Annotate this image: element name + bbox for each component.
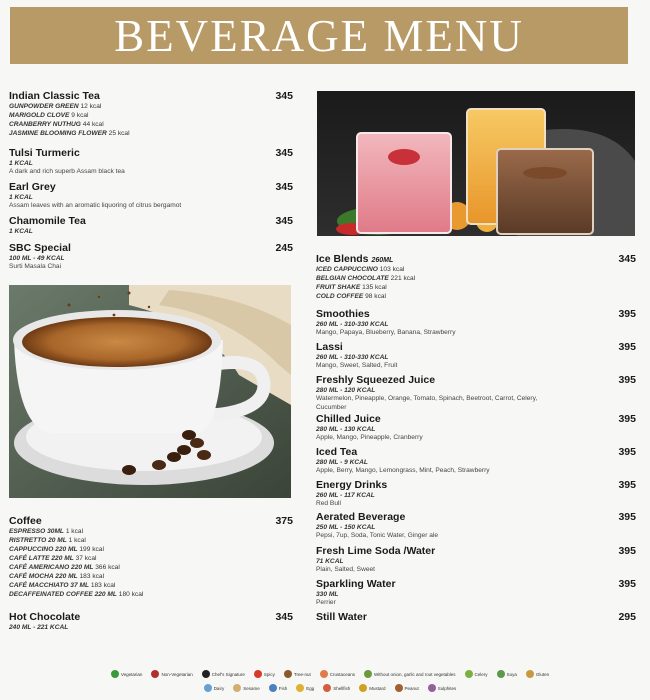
menu-item-aerated-beverage — [316, 511, 636, 541]
item-name: Freshly Squeezed Juice — [316, 374, 436, 386]
item-price: 395 — [618, 511, 636, 523]
legend-symbol-icon — [465, 670, 473, 678]
legend-label: Vegetarian — [120, 671, 143, 677]
item-description: Watermelon, Pineapple, Orange, Tomato, Spinach, Beetroot, Carrot, Celery, Cucumber — [316, 395, 538, 411]
item-kcal: 1 KCAL — [9, 194, 33, 201]
item-kcal: 100 ML - 49 KCAL — [9, 255, 65, 262]
menu-item-smoothies — [316, 308, 636, 338]
item-kcal: 280 ML - 120 KCAL — [316, 387, 376, 394]
legend-item — [233, 684, 260, 692]
item-price: 245 — [275, 242, 293, 254]
legend-label: Shellfish — [333, 685, 351, 691]
item-description: Apple, Mango, Pineapple, Cranberry — [316, 434, 423, 441]
item-kcal: 1 KCAL — [9, 228, 33, 235]
item-price: 395 — [618, 479, 636, 491]
item-price: 345 — [275, 215, 293, 227]
menu-item-hot-chocolate — [9, 611, 293, 632]
sub-item: ESPRESSO 30ML 1 kcal — [9, 528, 84, 535]
legend-item — [359, 684, 385, 692]
legend-label: Chef's Signature — [211, 671, 245, 677]
sub-item: CAFÉ LATTE 220 ML 37 kcal — [9, 555, 97, 562]
legend-symbol-icon — [284, 670, 292, 678]
item-kcal: 330 ML — [316, 591, 339, 598]
item-description: Perrier — [316, 599, 336, 606]
item-name: Fresh Lime Soda /Water — [316, 545, 436, 557]
legend-label: Egg — [306, 685, 315, 691]
legend-symbol-icon — [497, 670, 505, 678]
menu-item-chilled-juice — [316, 413, 636, 443]
legend-item — [497, 670, 517, 678]
legend-item — [111, 670, 143, 678]
legend-item — [151, 670, 192, 678]
item-price: 345 — [275, 147, 293, 159]
dietary-legend — [80, 670, 580, 698]
item-description: A dark and rich superb Assam black tea — [9, 168, 125, 175]
legend-label: Without onion, garlic and root vegetables — [373, 671, 456, 677]
item-price: 375 — [275, 515, 293, 527]
menu-item-ice-blends — [316, 253, 636, 301]
legend-item — [428, 684, 457, 692]
legend-item — [395, 684, 419, 692]
legend-symbol-icon — [428, 684, 436, 692]
item-name: Tulsi Turmeric — [9, 147, 80, 159]
coffee-cup-photo — [9, 285, 291, 498]
item-kcal: 71 KCAL — [316, 558, 344, 565]
item-price: 395 — [618, 413, 636, 425]
item-description: Plain, Salted, Sweet — [316, 566, 376, 573]
menu-item-chamomile-tea — [9, 215, 293, 236]
item-name: Hot Chocolate — [9, 611, 81, 623]
menu-item-coffee — [9, 515, 293, 599]
legend-symbol-icon — [526, 670, 534, 678]
menu-item-still-water — [316, 611, 636, 623]
menu-header-banner — [10, 7, 628, 64]
item-price: 395 — [618, 374, 636, 386]
legend-symbol-icon — [320, 670, 328, 678]
item-description: Pepsi, 7up, Soda, Tonic Water, Ginger ale — [316, 532, 439, 539]
item-size: 260ML — [371, 257, 394, 264]
legend-label: Soya — [506, 671, 517, 677]
menu-item-energy-drinks — [316, 479, 636, 509]
legend-symbol-icon — [233, 684, 241, 692]
legend-symbol-icon — [296, 684, 304, 692]
sub-item: RISTRETTO 20 ML 1 kcal — [9, 537, 86, 544]
menu-item-indian-classic-tea — [9, 90, 293, 138]
legend-symbol-icon — [202, 670, 210, 678]
item-kcal: 260 ML - 117 KCAL — [316, 492, 375, 499]
item-kcal: 280 ML - 130 KCAL — [316, 426, 376, 433]
menu-item-freshly-squeezed-juice — [316, 374, 636, 412]
item-name: Sparkling Water — [316, 578, 396, 590]
legend-item — [465, 670, 488, 678]
item-description: Apple, Berry, Mango, Lemongrass, Mint, Peach, Strawberry — [316, 467, 490, 474]
sub-item: GUNPOWDER GREEN 12 kcal — [9, 103, 102, 110]
item-kcal: 250 ML - 150 KCAL — [316, 524, 376, 531]
legend-symbol-icon — [111, 670, 119, 678]
menu-title: BEVERAGE MENU — [114, 10, 524, 61]
legend-label: Dairy — [213, 685, 225, 691]
item-name: Indian Classic Tea — [9, 90, 100, 102]
legend-symbol-icon — [151, 670, 159, 678]
legend-symbol-icon — [364, 670, 372, 678]
item-name: Ice Blends 260ML — [316, 253, 394, 265]
sub-item: MARIGOLD CLOVE 9 kcal — [9, 112, 89, 119]
legend-symbol-icon — [395, 684, 403, 692]
item-kcal: 1 KCAL — [9, 160, 33, 167]
sub-item: JASMINE BLOOMING FLOWER 25 kcal — [9, 130, 130, 137]
legend-row — [80, 670, 580, 678]
legend-item — [284, 670, 311, 678]
item-name: SBC Special — [9, 242, 71, 254]
legend-item — [269, 684, 288, 692]
menu-item-lassi — [316, 341, 636, 371]
item-description: Mango, Sweet, Salted, Fruit — [316, 362, 398, 369]
item-description: Assam leaves with an aromatic liquoring of citrus bergamot — [9, 202, 182, 209]
legend-label: Gluten — [535, 671, 550, 677]
item-name: Earl Grey — [9, 181, 56, 193]
menu-item-iced-tea — [316, 446, 636, 476]
legend-label: Celery — [474, 671, 488, 677]
legend-label: Sesame — [243, 685, 260, 691]
legend-symbol-icon — [269, 684, 277, 692]
sub-item: CAFÉ MOCHA 220 ML 183 kcal — [9, 573, 105, 580]
legend-label: Peanut — [404, 685, 419, 691]
menu-item-sbc-special — [9, 242, 293, 272]
item-price: 395 — [618, 578, 636, 590]
item-name: Chilled Juice — [316, 413, 381, 425]
legend-symbol-icon — [254, 670, 262, 678]
legend-item — [296, 684, 314, 692]
sub-item: FRUIT SHAKE 135 kcal — [316, 284, 387, 291]
legend-symbol-icon — [204, 684, 212, 692]
sub-item: CAPPUCCINO 220 ML 199 kcal — [9, 546, 104, 553]
item-price: 345 — [275, 90, 293, 102]
item-name: Energy Drinks — [316, 479, 388, 491]
sub-item: DECAFFEINATED COFFEE 220 ML 180 kcal — [9, 591, 144, 598]
item-price: 345 — [275, 611, 293, 623]
item-price: 345 — [618, 253, 636, 265]
sub-item: BELGIAN CHOCOLATE 221 kcal — [316, 275, 416, 282]
item-kcal: 260 ML - 310-330 KCAL — [316, 354, 389, 361]
item-name: Still Water — [316, 611, 367, 623]
item-name: Chamomile Tea — [9, 215, 86, 227]
sub-item: CAFÉ MACCHIATO 37 ML 183 kcal — [9, 582, 116, 589]
legend-item — [364, 670, 456, 678]
item-name: Lassi — [316, 341, 343, 353]
legend-label: Tree-nut — [293, 671, 311, 677]
sub-item: CRANBERRY NUTHUG 44 kcal — [9, 121, 104, 128]
smoothie-glasses-photo — [317, 91, 635, 236]
menu-item-tulsi-turmeric — [9, 147, 293, 177]
legend-row — [80, 684, 580, 692]
legend-item — [202, 670, 245, 678]
legend-item — [320, 670, 355, 678]
menu-item-fresh-lime-soda — [316, 545, 636, 575]
item-price: 345 — [275, 181, 293, 193]
legend-symbol-icon — [359, 684, 367, 692]
item-name: Coffee — [9, 515, 42, 527]
item-name: Iced Tea — [316, 446, 358, 458]
item-price: 395 — [618, 308, 636, 320]
item-price: 395 — [618, 545, 636, 557]
legend-label: Crustaceans — [329, 671, 355, 677]
sub-item: COLD COFFEE 98 kcal — [316, 293, 387, 300]
item-kcal: 280 ML - 9 KCAL — [316, 459, 368, 466]
item-price: 295 — [618, 611, 636, 623]
legend-label: Sulphites — [437, 685, 457, 691]
item-description: Mango, Papaya, Blueberry, Banana, Strawberry — [316, 329, 456, 336]
sub-item: CAFÉ AMERICANO 220 ML 366 kcal — [9, 564, 120, 571]
legend-symbol-icon — [323, 684, 331, 692]
item-kcal: 260 ML - 310-330 KCAL — [316, 321, 389, 328]
legend-label: Non-Vegetarian — [161, 671, 193, 677]
item-price: 395 — [618, 446, 636, 458]
item-name: Aerated Beverage — [316, 511, 406, 523]
legend-item — [323, 684, 350, 692]
legend-item — [254, 670, 275, 678]
item-description: Surti Masala Chai — [9, 263, 62, 270]
legend-item — [204, 684, 225, 692]
legend-label: Spicy — [263, 671, 275, 677]
item-kcal: 240 ML - 221 KCAL — [9, 624, 69, 631]
legend-label: Mustard — [369, 685, 386, 691]
item-description: Red Bull — [316, 500, 341, 507]
menu-item-sparkling-water — [316, 578, 636, 608]
menu-item-earl-grey — [9, 181, 293, 211]
item-price: 395 — [618, 341, 636, 353]
legend-label: Fish — [278, 685, 288, 691]
legend-item — [526, 670, 549, 678]
sub-item: ICED CAPPUCCINO 103 kcal — [316, 266, 405, 273]
item-name: Smoothies — [316, 308, 370, 320]
